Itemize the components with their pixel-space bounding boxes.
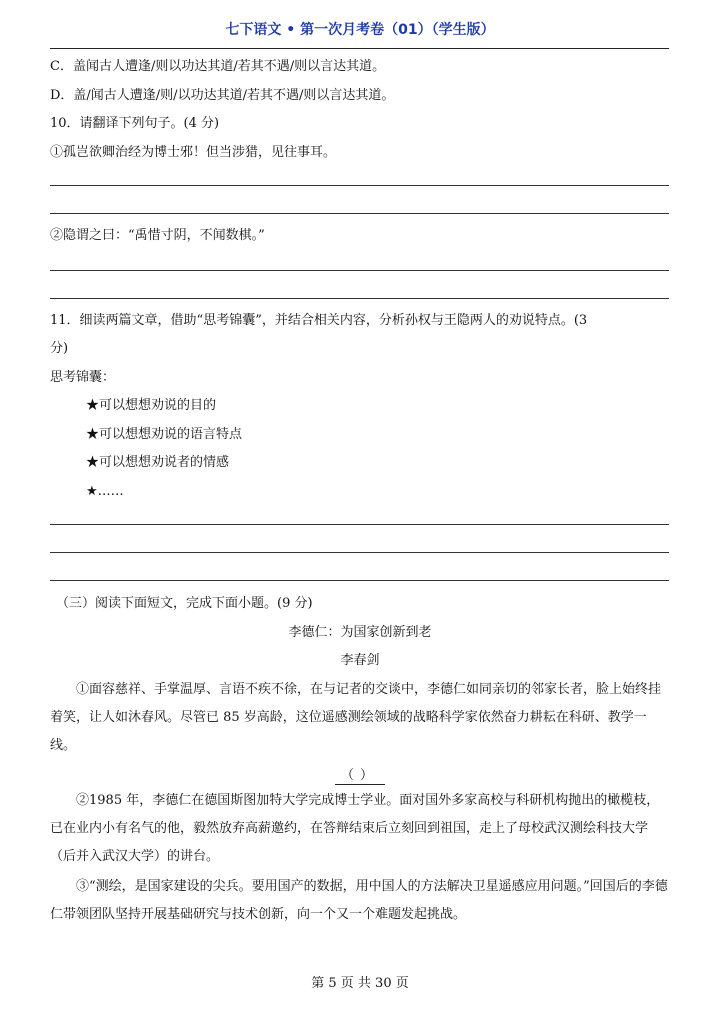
header-rule: [50, 48, 669, 49]
article-title: 李德仁：为国家创新到老: [288, 625, 432, 640]
option-d: D．盖/闻古人遭逢/则/以功达其道/若其不遇/则以言达其道。: [50, 88, 395, 103]
article-paragraph-2: ②1985 年，李德仁在德国斯图加特大学完成博士学业。面对国外多家高校与科研机构抛出的橄榄枝，已在业内小有名气的他，毅然放弃高薪邀约，在答辩结束后立刻回到祖国，走上了母校武汉测绘科技大学（后并入武汉大学）的讲台。: [50, 793, 660, 864]
blank-subheading-text: （）: [335, 764, 385, 785]
answer-line[interactable]: [50, 524, 669, 525]
tip-item: ★……: [86, 484, 124, 499]
blank-subheading: [0, 764, 720, 785]
answer-line[interactable]: [50, 185, 669, 186]
answer-line[interactable]: [50, 213, 669, 214]
question-10-sentence-2: ②隐谓之曰：“禹惜寸阴，不闻数棋。”: [50, 228, 265, 243]
question-11-stem-cont: 分): [50, 341, 69, 356]
page-header-title: 七下语文 • 第一次月考卷（01）（学生版）: [225, 22, 495, 38]
tips-label: 思考锦囊：: [50, 370, 116, 385]
question-11-stem: 11．细读两篇文章，借助“思考锦囊”，并结合相关内容，分析孙权与王隐两人的劝说特点。(3: [50, 313, 588, 328]
article-paragraph-1: ①面容慈祥、手掌温厚、言语不疾不徐，在与记者的交谈中，李德仁如同亲切的邻家长者，脸上始终挂着笑，让人如沐春风。尽管已 85 岁高龄，这位遥感测绘领域的战略科学家依然奋力耕耘在科研、教学一线。: [50, 682, 662, 753]
answer-line[interactable]: [50, 298, 669, 299]
question-10-stem: 10．请翻译下列句子。(4 分): [50, 116, 220, 131]
article-author: 李春剑: [340, 653, 380, 668]
answer-line[interactable]: [50, 270, 669, 271]
question-10-sentence-1: ①孤岂欲卿治经为博士邪！但当涉猎，见往事耳。: [50, 145, 337, 160]
article-paragraph-3: ③“测绘，是国家建设的尖兵。要用国产的数据，用中国人的方法解决卫星遥感应用问题。”回国后的李德仁带领团队坚持开展基础研究与技术创新，向一个又一个难题发起挑战。: [50, 879, 668, 922]
answer-line[interactable]: [50, 580, 669, 581]
section-3-heading: （三）阅读下面短文，完成下面小题。(9 分): [56, 596, 313, 611]
tip-item: ★可以想想劝说者的情感: [86, 455, 230, 470]
answer-line[interactable]: [50, 552, 669, 553]
tip-item: ★可以想想劝说的语言特点: [86, 427, 243, 442]
tip-item: ★可以想想劝说的目的: [86, 398, 217, 413]
option-c: C．盖闻古人遭逢/则以功达其道/若其不遇/则以言达其道。: [50, 59, 386, 74]
page-footer: 第 5 页 共 30 页: [311, 976, 409, 991]
